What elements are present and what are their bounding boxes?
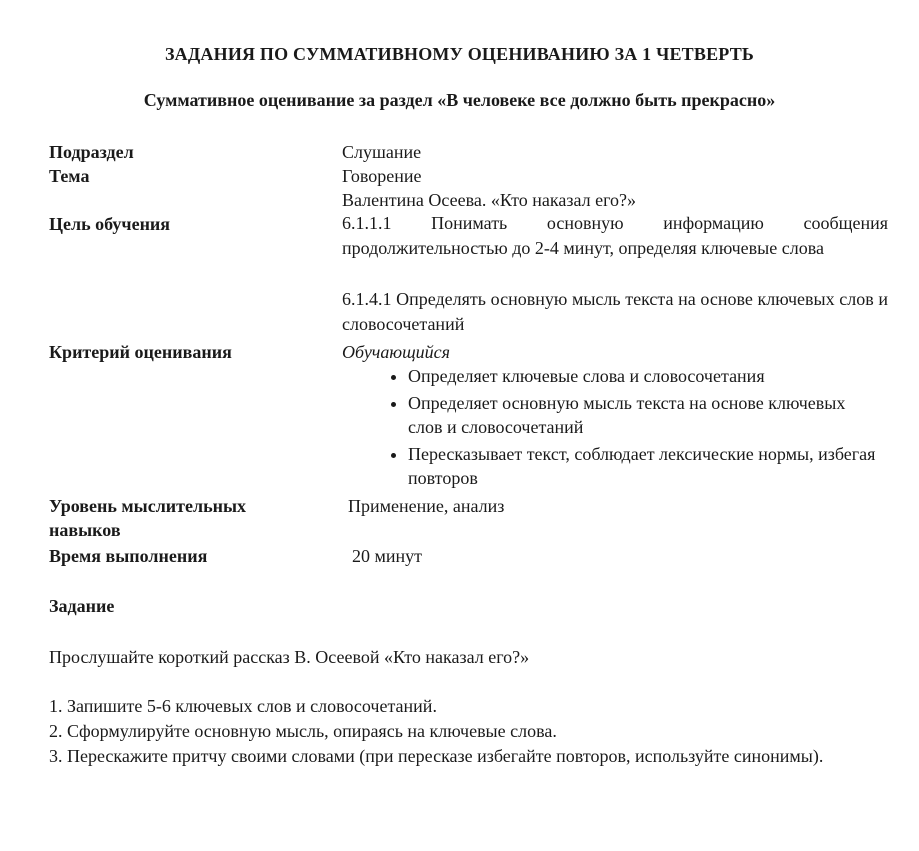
level-value: Применение, анализ — [348, 496, 505, 516]
task-step: 2. Сформулируйте основную мысль, опираясь на ключевые слова. — [49, 721, 557, 741]
task-heading: Задание — [49, 596, 115, 616]
criteria-item: • Определяет ключевые слова и словосочетания — [408, 364, 878, 388]
task-text: Прослушайте короткий рассказ В. Осеевой «Кто наказал его?» — [49, 647, 530, 667]
task-step: 3. Перескажите притчу своими словами (при пересказе избегайте повторов, используйте синонимы). — [49, 746, 824, 766]
criteria-label: Критерий оценивания — [49, 342, 232, 362]
level-label-1: Уровень мыслительных — [49, 496, 247, 516]
level-label-2: навыков — [49, 520, 121, 540]
goal-label: Цель обучения — [49, 214, 171, 234]
goal-1: 6.1.1.1 Понимать основную информацию сообщения продолжительностью до 2-4 минут, определяя ключевые слова — [342, 213, 888, 258]
task-step: 1. Запишите 5-6 ключевых слов и словосочетаний. — [49, 696, 437, 716]
topic-value-1: Говорение — [342, 166, 422, 186]
criteria-list — [372, 364, 878, 493]
criteria-intro: Обучающийся — [342, 342, 451, 362]
time-label: Время выполнения — [49, 546, 208, 566]
topic-value-2: Валентина Осеева. «Кто наказал его?» — [342, 190, 637, 210]
document-subtitle: Суммативное оценивание за раздел «В человеке все должно быть прекрасно» — [143, 90, 776, 110]
goal-2: 6.1.4.1 Определять основную мысль текста на основе ключевых слов и словосочетаний — [342, 289, 888, 334]
document-title: ЗАДАНИЯ ПО СУММАТИВНОМУ ОЦЕНИВАНИЮ ЗА 1 ЧЕТВЕРТЬ — [164, 44, 755, 64]
time-value: 20 минут — [352, 546, 423, 566]
topic-label: Тема — [49, 166, 90, 186]
criteria-item: • Пересказывает текст, соблюдает лексические нормы, избегая повторов — [408, 442, 878, 490]
task-steps — [49, 694, 884, 769]
subsection-value: Слушание — [342, 142, 422, 162]
criteria-item: • Определяет основную мысль текста на основе ключевых слов и словосочетаний — [408, 391, 878, 439]
subsection-label: Подраздел — [49, 142, 134, 162]
